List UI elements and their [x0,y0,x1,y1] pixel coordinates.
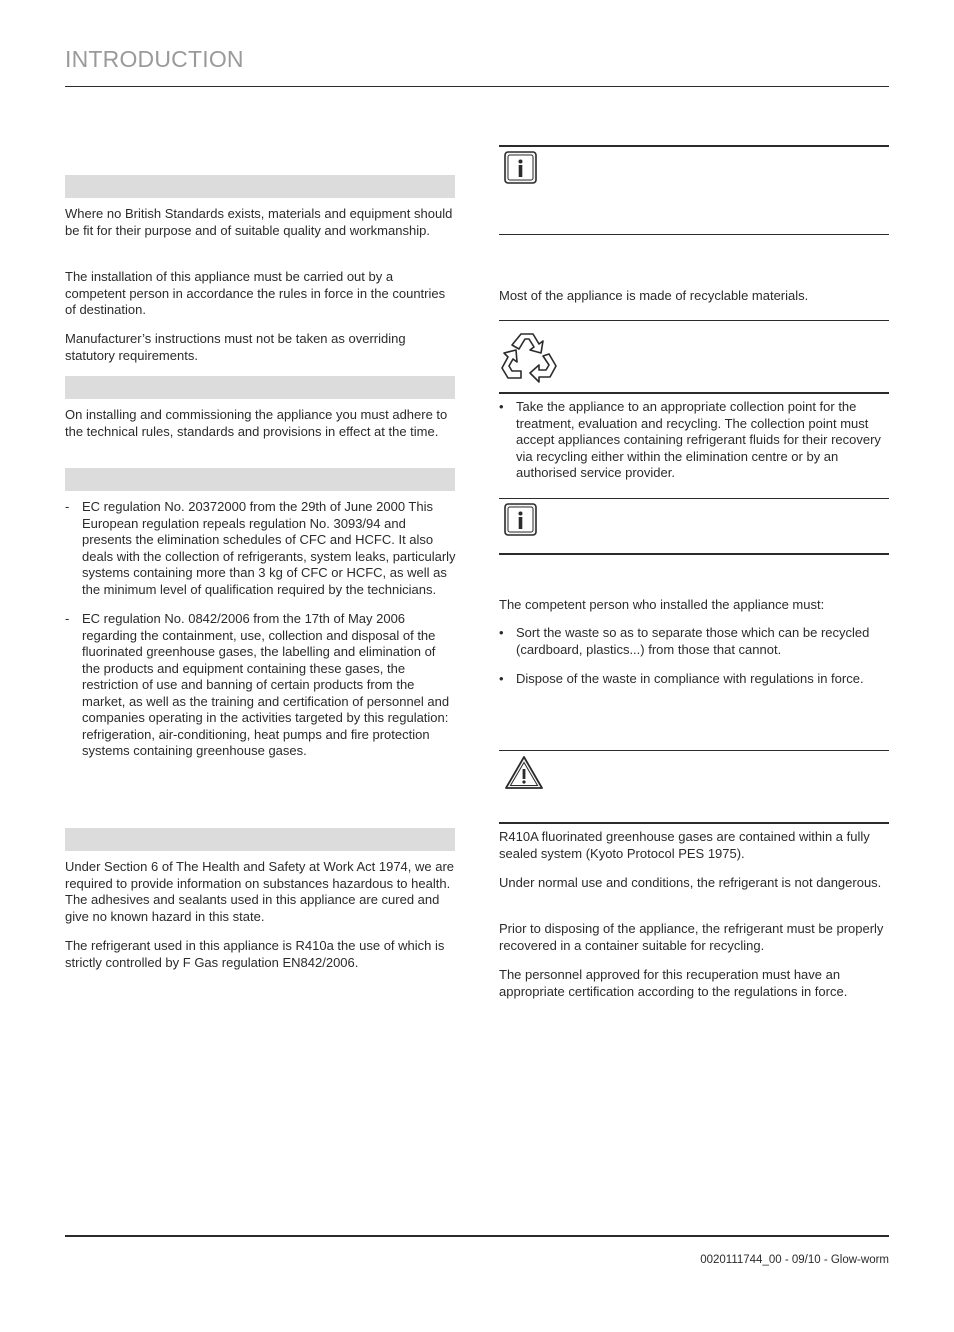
commissioning-paragraph: On installing and commissioning the appliance you must adhere to the technical rules, standards and provisions in effect at the time. [65,407,448,439]
recycle-icon [499,328,559,386]
header-rule [65,86,889,87]
list-item: • Dispose of the waste in compliance with regulations in force. [499,671,891,688]
refrigerant-paragraph: Prior to disposing of the appliance, the refrigerant must be properly recovered in a container suitable for recycling. [499,921,884,953]
list-item: • Sort the waste so as to separate those which can be recycled (cardboard, plastics...) from those that cannot. [499,625,891,658]
recycle-list [499,399,891,495]
list-item: - EC regulation No. 0842/2006 from the 17th of May 2006 regarding the containment, use, collection and disposal of the fluorinated greenhouse gases, the labelling and elimination of the products and equipment containing these gases, the restriction of use and banning of certain products from the market, as well as the training and certification of personnel and companies operating in the activities targeted by this regulation: refrigeration, air-conditioning, heat pumps and fire protection systems containing greenhouse gases. [65,611,457,760]
note-rule [499,392,889,394]
installer-list [499,625,891,701]
regulation-list [65,499,457,773]
section-bar [65,175,455,198]
note-rule [499,498,889,499]
section-bar [65,828,455,851]
footer-text: 0020111744_00 - 09/10 - Glow-worm [700,1254,889,1266]
refrigerant-paragraph: The refrigerant used in this appliance is R410a the use of which is strictly controlled by F Gas regulation EN842/2006. [65,938,445,970]
health-safety-paragraph: Under Section 6 of The Health and Safety at Work Act 1974, we are required to provide information on substances hazardous to health. The adhesives and sealants used in this appliance are cured and give no known hazard in this state. [65,859,455,924]
manufacturer-paragraph: Manufacturer’s instructions must not be taken as overriding statutory requirements. [65,331,406,363]
note-rule [499,750,889,751]
page-title: INTRODUCTION [65,46,244,72]
refrigerant-paragraph: R410A fluorinated greenhouse gases are contained within a fully sealed system (Kyoto Protocol PES 1975). [499,829,870,861]
standards-paragraph: Where no British Standards exists, materials and equipment should be fit for their purpose and of suitable quality and workmanship. [65,206,453,238]
list-item: - EC regulation No. 20372000 from the 29th of June 2000 This European regulation repeals regulation No. 3093/94 and presents the elimination schedules of CFC and HCFC. It also deals with the collection of refrigerants, system leaks, particularly systems containing more than 3 kg of CFC or HCFC, as well as the minimum level of qualification required by the technicians. [65,499,457,598]
footer-rule [65,1235,889,1237]
installer-intro: The competent person who installed the appliance must: [499,597,825,612]
note-rule [499,145,889,147]
note-rule [499,822,889,824]
refrigerant-paragraph: Under normal use and conditions, the refrigerant is not dangerous. [499,875,882,890]
note-rule [499,234,889,235]
refrigerant-paragraph: The personnel approved for this recuperation must have an appropriate certification according to the regulations in force. [499,967,848,999]
note-rule [499,553,889,555]
warning-icon [504,755,544,790]
section-bar [65,376,455,399]
installation-paragraph: The installation of this appliance must be carried out by a competent person in accordance the rules in force in the countries of destination. [65,269,446,317]
list-item: • Take the appliance to an appropriate collection point for the treatment, evaluation and recycling. The collection point must accept appliances containing refrigerant fluids for their recovery via recycling either within the elimination centre or by an authorised service provider. [499,399,891,482]
note-rule [499,320,889,321]
recycle-intro: Most of the appliance is made of recyclable materials. [499,288,809,303]
info-icon [504,503,537,536]
info-icon [504,151,537,184]
section-bar [65,468,455,491]
